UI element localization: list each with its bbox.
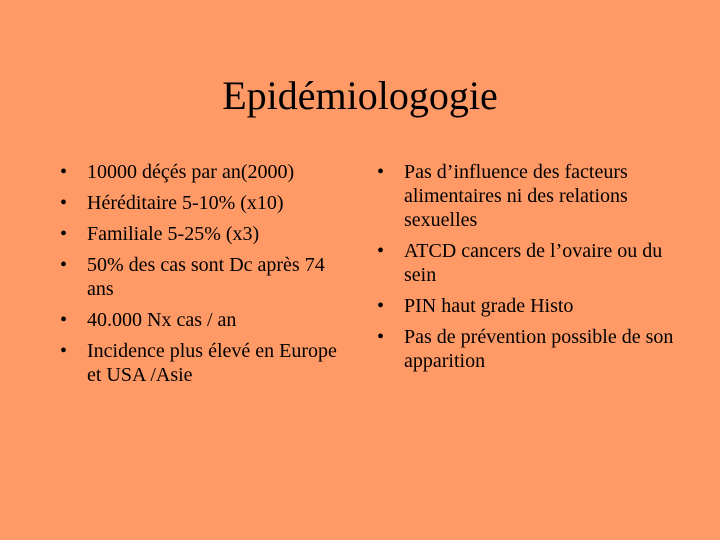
list-item [58, 339, 348, 387]
list-item [58, 160, 348, 184]
bullet-icon: • [60, 340, 68, 362]
slide-title: Epidémiologogie [222, 73, 498, 118]
bullet-text: 40.000 Nx cas / an [87, 309, 237, 331]
bullet-icon: • [60, 254, 68, 276]
list-item [58, 191, 348, 215]
bullet-text: PIN haut grade Histo [404, 295, 574, 317]
bullet-icon: • [60, 192, 68, 214]
bullet-icon: • [377, 240, 385, 262]
left-bullet-list [58, 160, 348, 394]
list-item [58, 253, 348, 301]
bullet-icon: • [60, 223, 68, 245]
bullet-icon: • [377, 295, 385, 317]
list-item [375, 325, 675, 373]
bullet-icon: • [377, 326, 385, 348]
bullet-icon: • [377, 161, 385, 183]
bullet-text: 50% des cas sont Dc après 74 ans [87, 254, 325, 300]
bullet-text: Incidence plus élevé en Europe et USA /Asie [87, 340, 337, 386]
bullet-text: Héréditaire 5-10% (x10) [87, 192, 284, 214]
bullet-icon: • [60, 309, 68, 331]
bullet-icon: • [60, 161, 68, 183]
list-item [375, 160, 675, 232]
list-item [375, 239, 675, 287]
bullet-text: Familiale 5-25% (x3) [87, 223, 260, 245]
bullet-text: ATCD cancers de l’ovaire ou du sein [404, 240, 663, 286]
bullet-text: Pas de prévention possible de son apparition [404, 326, 674, 372]
right-bullet-list [375, 160, 675, 380]
list-item [58, 222, 348, 246]
bullet-text: Pas d’influence des facteurs alimentaires ni des relations sexuelles [404, 161, 628, 231]
list-item [375, 294, 675, 318]
list-item [58, 308, 348, 332]
bullet-text: 10000 déçés par an(2000) [87, 161, 295, 183]
